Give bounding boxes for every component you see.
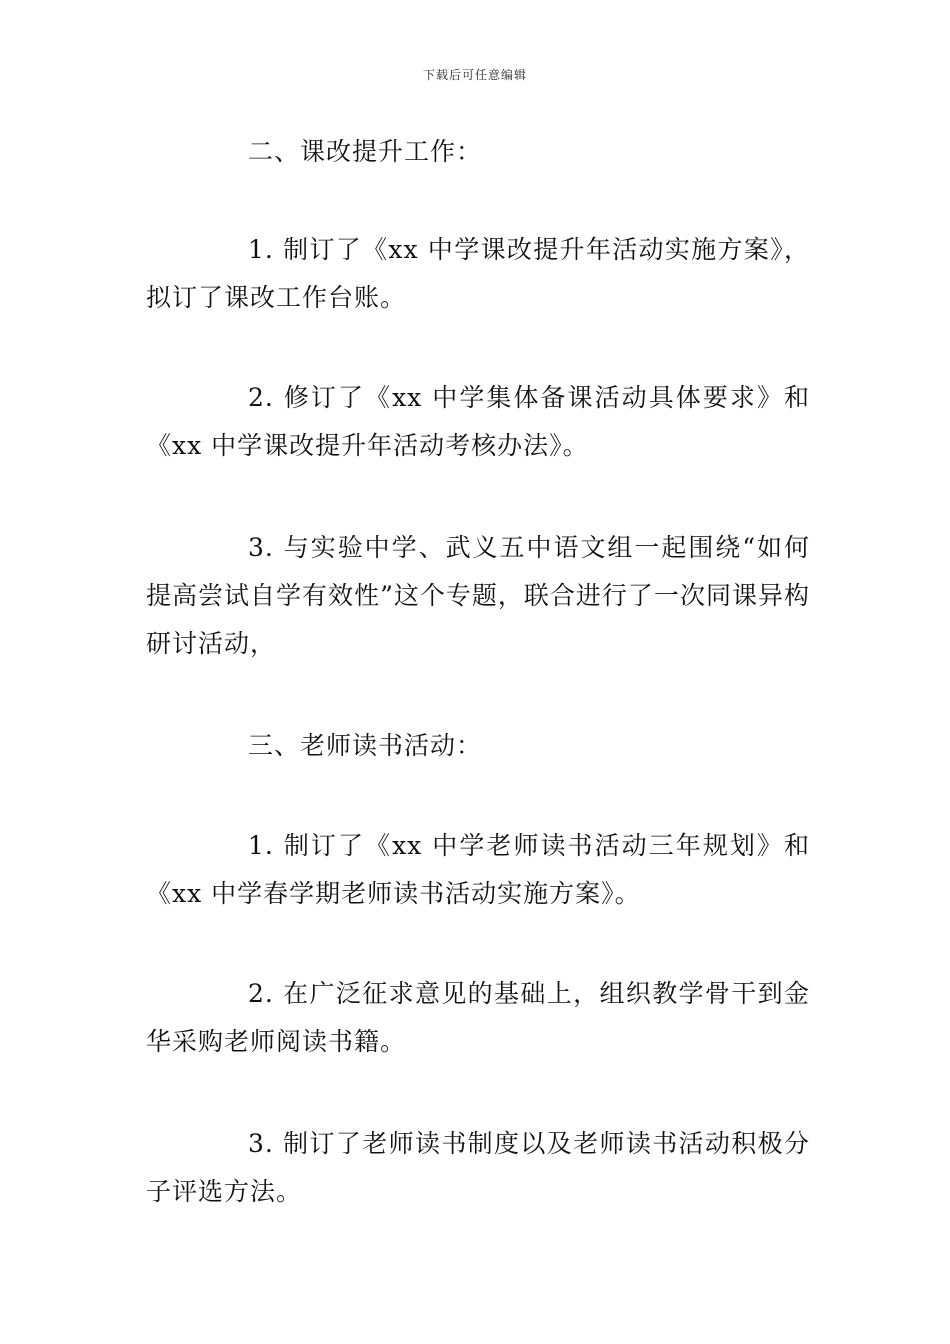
- header-note: 下载后可任意编辑: [422, 68, 527, 82]
- paragraph-reading-item-1: 1. 制订了《xx 中学老师读书活动三年规划》和《xx 中学春学期老师读书活动实施方案》。: [146, 831, 810, 908]
- section-heading-curriculum-reform: 二、课改提升工作：: [248, 137, 483, 166]
- paragraph-reading-item-3: 3. 制订了老师读书制度以及老师读书活动积极分子评选方法。: [146, 1129, 810, 1206]
- paragraph-reform-item-1: 1. 制订了《xx 中学课改提升年活动实施方案》，拟订了课改工作台账。: [146, 235, 810, 312]
- paragraph-reform-item-3: 3. 与实验中学、武义五中语文组一起围绕“如何提高尝试自学有效性”这个专题，联合进行了一次同课异构研讨活动，: [146, 533, 810, 658]
- paragraph-reading-item-2: 2. 在广泛征求意见的基础上，组织教学骨干到金华采购老师阅读书籍。: [146, 979, 810, 1056]
- section-heading-teacher-reading: 三、老师读书活动：: [248, 731, 483, 760]
- paragraph-reform-item-2: 2. 修订了《xx 中学集体备课活动具体要求》和《xx 中学课改提升年活动考核办法》。: [146, 383, 810, 460]
